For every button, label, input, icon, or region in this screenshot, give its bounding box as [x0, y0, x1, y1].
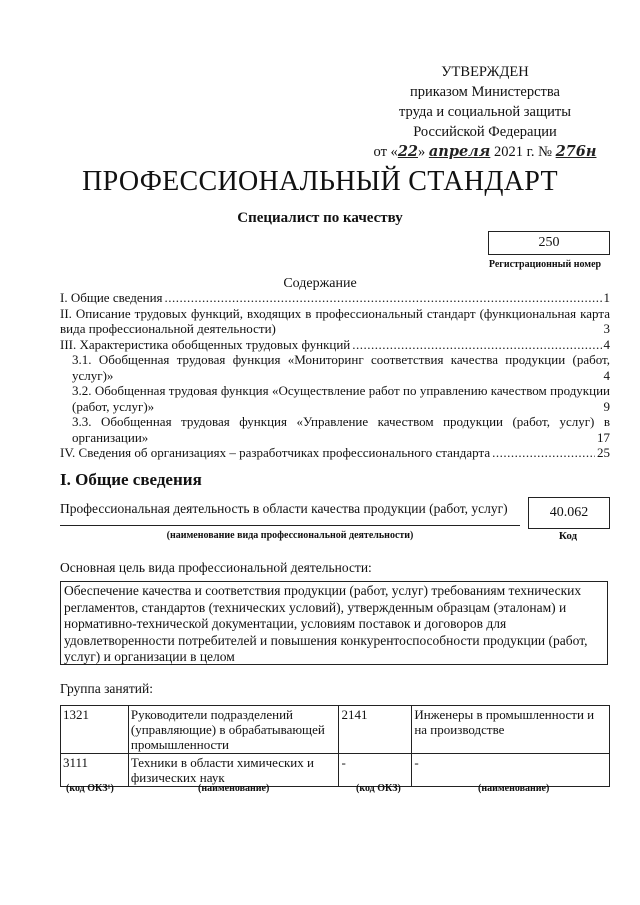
table-row [61, 754, 610, 787]
toc-item: 3.2. Обобщенная трудовая функция «Осуществление работ по управлению качеством продукции (работ, услуг)» 9 [72, 383, 610, 414]
occupation-name-cell: Техники в области химических и физических наук [128, 754, 339, 787]
occupation-table [60, 705, 610, 787]
okz-code-label: (код ОКЗ¹) [66, 783, 114, 794]
registration-number-label: Регистрационный номер [488, 259, 602, 270]
activity-code-box: 40.062 [528, 497, 610, 529]
approval-line4: Российской Федерации [413, 124, 557, 140]
toc-item: 3.1. Обобщенная трудовая функция «Мониторинг соответствия качества продукции (работ, услуг)» 4 [72, 352, 610, 383]
toc-item: II. Описание трудовых функций, входящих в профессиональный стандарт (функциональная карта вида профессиональной деятельности) 3 [60, 305, 610, 336]
goal-text-box: Обеспечение качества и соответствия продукции (работ, услуг) требованиям технических регламентов, стандартов (технических условий), утвержденным образцам (эталонам) и нормативно-технической документации, условиям поставок и договоров для удовлетворенности потребителей и повышения конкурентоспособности продукции (работ, услуг) и организации в целом [60, 581, 608, 665]
toc-heading: Содержание [283, 276, 357, 291]
approval-line3: труда и социальной защиты [399, 104, 571, 120]
approval-block [360, 62, 610, 162]
approval-date [360, 142, 610, 162]
toc-item: IV. Сведения об организациях – разработчиках профессионального стандарта ..... 25 [60, 445, 610, 461]
occupation-name-label: (наименование) [478, 783, 550, 794]
okz-code-cell: - [339, 754, 412, 787]
occupation-name-cell: Руководители подразделений (управляющие) в обрабатывающей промышленности [128, 706, 339, 754]
activity-label: (наименование вида профессиональной деятельности) [166, 530, 414, 541]
section-heading: I. Общие сведения [60, 470, 202, 489]
okz-code-cell: 2141 [339, 706, 412, 754]
okz-code-label: (код ОКЗ) [356, 783, 401, 794]
date-month: апреля [428, 143, 491, 160]
occupation-name-label: (наименование) [198, 783, 270, 794]
registration-number-box: 250 [488, 231, 610, 255]
activity-name: Профессиональная деятельность в области качества продукции (работ, услуг) [60, 501, 508, 516]
approval-line2: приказом Министерства [410, 84, 560, 100]
table-row [61, 706, 610, 754]
toc-item: I. Общие сведения ..... 1 [60, 290, 610, 306]
document-title: ПРОФЕССИОНАЛЬНЫЙ СТАНДАРТ [82, 166, 558, 197]
approval-line1: УТВЕРЖДЕН [441, 64, 529, 80]
okz-code-cell: 3111 [61, 754, 129, 787]
occupation-name-cell: - [412, 754, 610, 787]
activity-underline [60, 525, 520, 526]
document-subtitle: Специалист по качеству [237, 210, 403, 226]
date-sep: » [418, 144, 429, 160]
okz-code-cell: 1321 [61, 706, 129, 754]
date-number: 276н [555, 143, 597, 160]
occupation-group-heading: Группа занятий: [60, 681, 153, 696]
table-of-contents [60, 290, 610, 461]
date-prefix: от « [373, 144, 398, 160]
activity-code-label: Код [558, 530, 578, 542]
date-day: 22 [397, 143, 418, 160]
occupation-name-cell: Инженеры в промышленности и на производстве [412, 706, 610, 754]
goal-heading: Основная цель вида профессиональной деятельности: [60, 560, 372, 575]
toc-item: 3.3. Обобщенная трудовая функция «Управление качеством продукции (работ, услуг) в организации» 17 [72, 414, 610, 445]
toc-item: III. Характеристика обобщенных трудовых функций ..... 4 [60, 337, 610, 353]
date-year: 2021 г. № [490, 144, 556, 160]
